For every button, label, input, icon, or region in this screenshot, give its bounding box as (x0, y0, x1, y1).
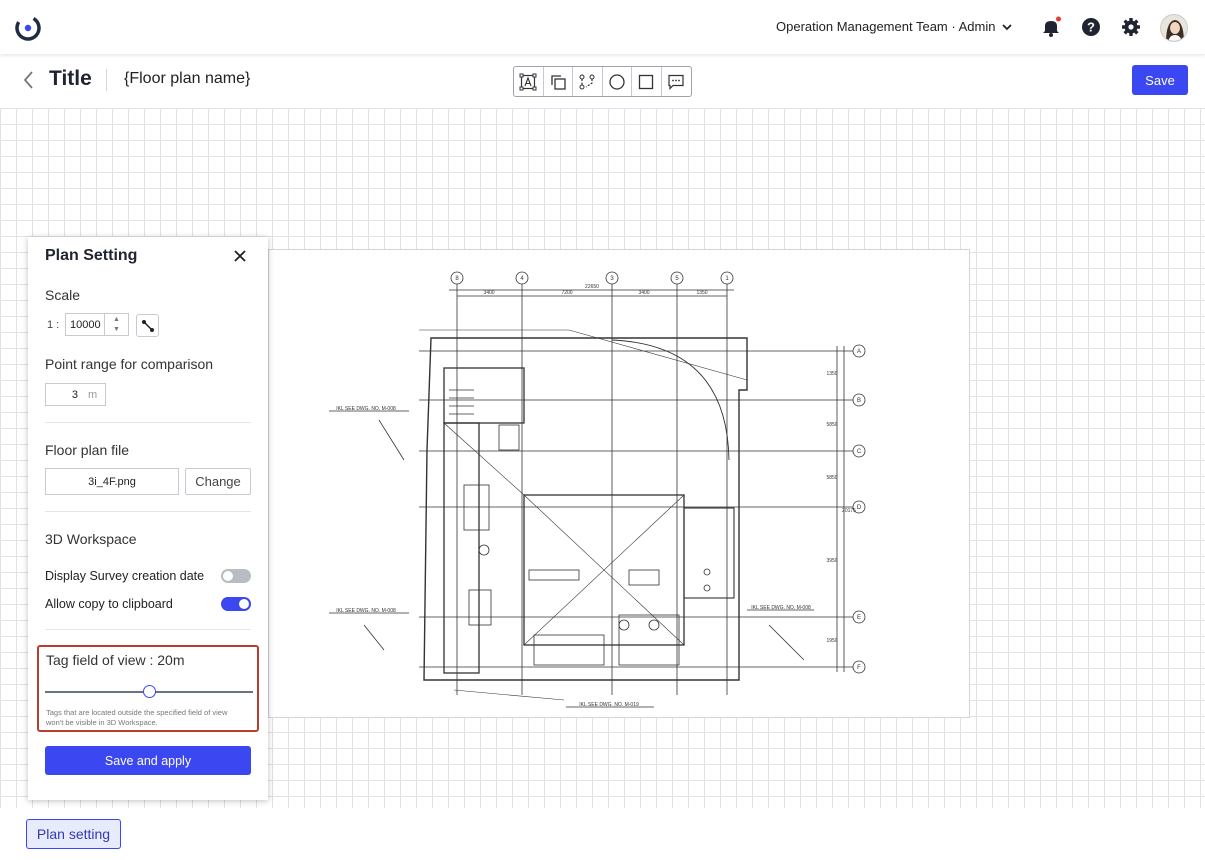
display-survey-toggle[interactable] (221, 569, 251, 583)
column-marker-label: 1 (725, 276, 729, 282)
reference-note: IKL SEE DWG. NO. M-008 (336, 406, 396, 412)
gear-icon[interactable] (1120, 16, 1142, 38)
logo-icon[interactable] (13, 13, 43, 43)
page-title: Title (49, 67, 92, 90)
bell-icon[interactable] (1040, 16, 1062, 38)
section-divider (45, 629, 251, 630)
floor-plan-drawing (269, 250, 971, 719)
back-icon[interactable] (18, 68, 40, 92)
row-marker-label: E (856, 615, 862, 621)
row-marker-label: F (857, 665, 861, 671)
measure-scale-button[interactable] (136, 314, 159, 337)
allow-copy-toggle[interactable] (221, 597, 251, 611)
copy-tool-icon (549, 73, 567, 91)
column-marker-label: 4 (520, 276, 524, 282)
column-marker-label: 8 (455, 276, 459, 282)
row-marker-label: D (856, 505, 862, 511)
square-tool[interactable] (632, 67, 662, 96)
dimension-label: 5850 (826, 422, 838, 428)
comment-tool-icon (667, 73, 685, 91)
scale-stepper (104, 314, 128, 335)
tag-fov-label: Tag field of view : 20m (46, 652, 185, 668)
path-tool-icon (578, 73, 596, 91)
stepper-down-icon[interactable]: ▼ (113, 326, 120, 334)
dimension-label: 20175 (842, 508, 856, 514)
dimension-label: 1950 (826, 638, 838, 644)
measure-line-icon (141, 319, 155, 333)
copy-tool[interactable] (544, 67, 574, 96)
allow-copy-label: Allow copy to clipboard (45, 597, 173, 611)
reference-note: IKL SEE DWG. NO. M-008 (336, 608, 396, 614)
panel-title: Plan Setting (45, 247, 138, 264)
row-marker-label: A (856, 349, 862, 355)
tag-field-of-view-section (37, 645, 259, 732)
bottom-bar (0, 808, 1205, 860)
reference-note: IKL SEE DWG. NO. M-008 (751, 605, 811, 611)
dimension-label: 1350 (696, 290, 708, 296)
dimension-label: 5850 (826, 475, 838, 481)
scale-prefix: 1 : (47, 319, 60, 331)
circle-tool-icon (608, 73, 626, 91)
dimension-label: 7200 (561, 290, 573, 296)
section-divider (45, 511, 251, 512)
floor-plan-name[interactable]: {Floor plan name} (124, 70, 251, 87)
change-file-button[interactable]: Change (185, 468, 251, 495)
dimension-label: 3950 (826, 558, 838, 564)
org-label: Operation Management Team · Admin (776, 19, 996, 34)
header-divider (106, 69, 107, 91)
row-marker-label: C (856, 449, 862, 455)
reference-note: IKL SEE DWG. NO. M-019 (579, 702, 639, 708)
scale-input[interactable] (66, 314, 104, 335)
help-icon[interactable] (1080, 16, 1102, 38)
avatar-portrait-icon (1161, 15, 1188, 42)
point-range-wrapper (45, 383, 106, 406)
avatar[interactable] (1160, 14, 1188, 42)
dimension-label: 22650 (585, 284, 599, 290)
save-button[interactable]: Save (1132, 65, 1188, 95)
toggle-knob (223, 571, 233, 581)
workspace-label: 3D Workspace (45, 531, 137, 547)
path-tool[interactable] (573, 67, 603, 96)
tag-fov-slider-thumb[interactable] (143, 685, 156, 698)
toggle-knob (239, 599, 249, 609)
comment-tool[interactable] (662, 67, 692, 96)
point-range-input[interactable] (46, 389, 82, 401)
floor-plan-file-name: 3i_4F.png (45, 468, 179, 495)
point-range-label: Point range for comparison (45, 356, 214, 372)
point-range-unit: m (88, 388, 98, 401)
scale-input-wrapper (65, 313, 129, 336)
dimension-label: 1350 (826, 371, 838, 377)
plan-setting-button[interactable]: Plan setting (26, 819, 121, 849)
page-header (0, 54, 1205, 108)
stepper-up-icon[interactable]: ▲ (113, 315, 120, 323)
save-and-apply-button[interactable]: Save and apply (45, 746, 251, 775)
floor-plan-file-label: Floor plan file (45, 442, 130, 458)
column-marker-label: 3 (610, 276, 614, 282)
square-tool-icon (637, 73, 655, 91)
top-bar (0, 0, 1205, 54)
row-marker-label: B (856, 398, 862, 404)
section-divider (45, 422, 251, 423)
column-marker-label: 5 (675, 276, 679, 282)
chevron-down-icon (1001, 21, 1013, 33)
close-icon[interactable] (232, 248, 248, 264)
tag-fov-hint: Tags that are located outside the specified field of view won't be visible in 3D Workspace. (46, 708, 228, 727)
drawing-toolbar (513, 66, 692, 97)
org-switcher[interactable] (776, 19, 1013, 34)
floor-plan-image[interactable] (268, 249, 970, 718)
text-box-tool[interactable] (514, 67, 544, 96)
circle-tool[interactable] (603, 67, 633, 96)
dimension-label: 3400 (638, 290, 650, 296)
display-survey-label: Display Survey creation date (45, 569, 205, 583)
plan-setting-panel (28, 237, 268, 800)
svg-text:?: ? (1087, 19, 1095, 35)
dimension-label: 3400 (483, 290, 495, 296)
text-box-tool-icon (519, 73, 537, 91)
scale-label: Scale (45, 287, 81, 303)
